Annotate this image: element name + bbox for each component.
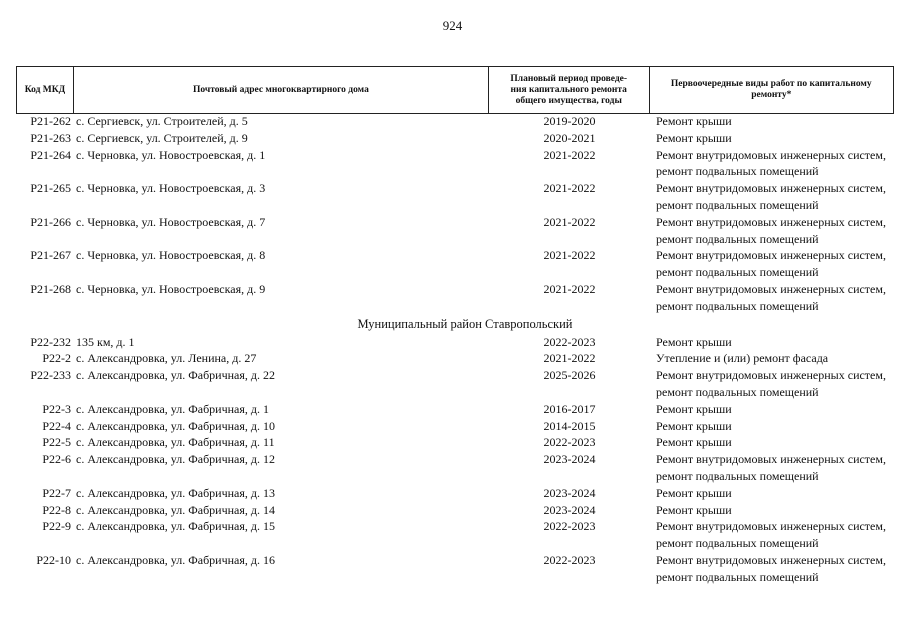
work-line: ремонт подвальных помещений: [656, 384, 819, 399]
work-line: ремонт подвальных помещений: [656, 569, 819, 584]
page-number: 924: [442, 18, 463, 33]
work-line: ремонт подвальных помещений: [656, 231, 819, 246]
table-row: [16, 130, 894, 147]
table-row: [16, 401, 894, 418]
cell-works: [650, 434, 894, 451]
table-row: [16, 502, 894, 519]
cell-address: с. Александровка, ул. Фабричная, д. 11: [76, 435, 275, 450]
table-row: [16, 418, 894, 435]
cell-code: Р22-7: [42, 485, 71, 500]
header-works-line: ремонту*: [751, 90, 792, 100]
cell-period: 2023-2024: [543, 485, 596, 500]
work-line: Ремонт крыши: [656, 502, 732, 517]
table-body: [16, 113, 894, 586]
table-header: [16, 66, 894, 114]
cell-period: 2021-2022: [543, 248, 596, 263]
cell-code: Р22-3: [42, 401, 71, 416]
cell-code: Р22-233: [30, 368, 71, 383]
table-row: [16, 518, 894, 552]
header-period-line: Плановый период проведе-: [510, 73, 628, 84]
cell-period: 2023-2024: [543, 502, 596, 517]
table-row: [16, 247, 894, 281]
cell-works: [650, 350, 894, 367]
cell-period: 2021-2022: [543, 147, 596, 162]
work-line: Ремонт крыши: [656, 418, 732, 433]
cell-period: 2020-2021: [543, 130, 596, 145]
cell-address: с. Черновка, ул. Новостроевская, д. 8: [76, 248, 266, 263]
cell-period: 2021-2022: [543, 214, 596, 229]
cell-works: [650, 334, 894, 351]
cell-code: Р22-5: [42, 435, 71, 450]
cell-code: Р21-267: [30, 248, 71, 263]
cell-address: с. Александровка, ул. Фабричная, д. 22: [76, 368, 276, 383]
work-line: Ремонт внутридомовых инженерных систем,: [656, 248, 886, 263]
cell-address: с. Черновка, ул. Новостроевская, д. 3: [76, 181, 266, 196]
cell-period: 2021-2022: [543, 351, 596, 366]
table-row: [16, 180, 894, 214]
cell-works: [650, 247, 894, 281]
work-line: ремонт подвальных помещений: [656, 298, 819, 313]
work-line: Ремонт внутридомовых инженерных систем,: [656, 147, 886, 162]
table-row: [16, 147, 894, 181]
cell-works: [650, 113, 894, 130]
work-line: ремонт подвальных помещений: [656, 164, 819, 179]
header-period-line: общего имущества, годы: [515, 95, 622, 106]
work-line: Ремонт внутридомовых инженерных систем,: [656, 281, 886, 296]
cell-address: с. Александровка, ул. Фабричная, д. 16: [76, 552, 276, 567]
work-line: Ремонт внутридомовых инженерных систем,: [656, 452, 886, 467]
cell-code: Р21-263: [30, 130, 71, 145]
cell-address: с. Александровка, ул. Фабричная, д. 15: [76, 519, 276, 534]
table-row: [16, 334, 894, 351]
table-row: [16, 552, 894, 586]
cell-period: 2022-2023: [543, 519, 596, 534]
cell-period: 2019-2020: [543, 114, 596, 128]
table-row: [16, 367, 894, 401]
table-row: [16, 350, 894, 367]
section-title: Муниципальный район Ставропольский: [357, 316, 573, 331]
cell-works: [650, 552, 894, 586]
cell-works: [650, 214, 894, 248]
cell-works: [650, 518, 894, 552]
header-works: [650, 67, 893, 113]
cell-works: [650, 418, 894, 435]
table-row: [16, 113, 894, 130]
cell-period: 2022-2023: [543, 334, 596, 349]
cell-address: с. Александровка, ул. Ленина, д. 27: [76, 351, 257, 366]
cell-period: 2022-2023: [543, 435, 596, 450]
cell-address: с. Александровка, ул. Фабричная, д. 1: [76, 401, 270, 416]
cell-code: Р21-266: [30, 214, 71, 229]
work-line: Утепление и (или) ремонт фасада: [656, 351, 829, 366]
cell-code: Р22-4: [42, 418, 71, 433]
work-line: Ремонт крыши: [656, 334, 732, 349]
cell-code: Р22-2: [42, 351, 71, 366]
header-works-line: Первоочередные виды работ по капитальному: [670, 79, 872, 89]
cell-period: 2021-2022: [543, 181, 596, 196]
cell-address: с. Черновка, ул. Новостроевская, д. 9: [76, 281, 266, 296]
header-period-line: ния капитального ремонта: [510, 84, 627, 95]
work-line: Ремонт внутридомовых инженерных систем,: [656, 214, 886, 229]
work-line: Ремонт крыши: [656, 130, 732, 145]
cell-address: с. Александровка, ул. Фабричная, д. 13: [76, 485, 276, 500]
header-code: Код МКД: [17, 67, 74, 113]
cell-code: Р22-8: [42, 502, 71, 517]
cell-period: 2025-2026: [543, 368, 596, 383]
cell-period: 2022-2023: [543, 552, 596, 567]
work-line: Ремонт крыши: [656, 114, 732, 128]
cell-code: Р21-268: [30, 281, 71, 296]
cell-period: 2016-2017: [543, 401, 596, 416]
work-line: Ремонт крыши: [656, 435, 732, 450]
header-address: Почтовый адрес многоквартирного дома: [74, 67, 489, 113]
work-line: Ремонт крыши: [656, 485, 732, 500]
cell-address: 135 км, д. 1: [76, 334, 135, 349]
cell-period: 2014-2015: [543, 418, 596, 433]
cell-address: с. Александровка, ул. Фабричная, д. 10: [76, 418, 276, 433]
work-line: Ремонт внутридомовых инженерных систем,: [656, 181, 886, 196]
cell-works: [650, 485, 894, 502]
header-period: [489, 67, 650, 113]
cell-address: с. Черновка, ул. Новостроевская, д. 7: [76, 214, 266, 229]
cell-works: [650, 180, 894, 214]
cell-code: Р22-6: [42, 452, 71, 467]
cell-works: [650, 281, 894, 315]
work-line: Ремонт внутридомовых инженерных систем,: [656, 368, 886, 383]
cell-period: 2023-2024: [543, 452, 596, 467]
table-row: [16, 434, 894, 451]
cell-address: с. Александровка, ул. Фабричная, д. 12: [76, 452, 276, 467]
work-line: ремонт подвальных помещений: [656, 468, 819, 483]
cell-code: Р21-264: [30, 147, 71, 162]
work-line: Ремонт внутридомовых инженерных систем,: [656, 552, 886, 567]
cell-code: Р22-9: [42, 519, 71, 534]
work-line: Ремонт внутридомовых инженерных систем,: [656, 519, 886, 534]
cell-works: [650, 451, 894, 485]
cell-code: Р21-262: [30, 114, 71, 128]
table-row: [16, 485, 894, 502]
cell-address: с. Черновка, ул. Новостроевская, д. 1: [76, 147, 266, 162]
cell-works: [650, 130, 894, 147]
cell-works: [650, 367, 894, 401]
table-row: [16, 451, 894, 485]
table-row: [16, 281, 894, 315]
cell-works: [650, 502, 894, 519]
work-line: Ремонт крыши: [656, 401, 732, 416]
cell-address: с. Сергиевск, ул. Строителей, д. 9: [76, 130, 248, 145]
cell-period: 2021-2022: [543, 281, 596, 296]
cell-works: [650, 401, 894, 418]
cell-works: [650, 147, 894, 181]
work-line: ремонт подвальных помещений: [656, 536, 819, 551]
cell-address: с. Александровка, ул. Фабричная, д. 14: [76, 502, 276, 517]
table-row: [16, 214, 894, 248]
cell-code: Р22-232: [30, 334, 71, 349]
cell-address: с. Сергиевск, ул. Строителей, д. 5: [76, 114, 248, 128]
cell-code: Р22-10: [36, 552, 71, 567]
work-line: ремонт подвальных помещений: [656, 265, 819, 280]
work-line: ремонт подвальных помещений: [656, 197, 819, 212]
cell-code: Р21-265: [30, 181, 71, 196]
